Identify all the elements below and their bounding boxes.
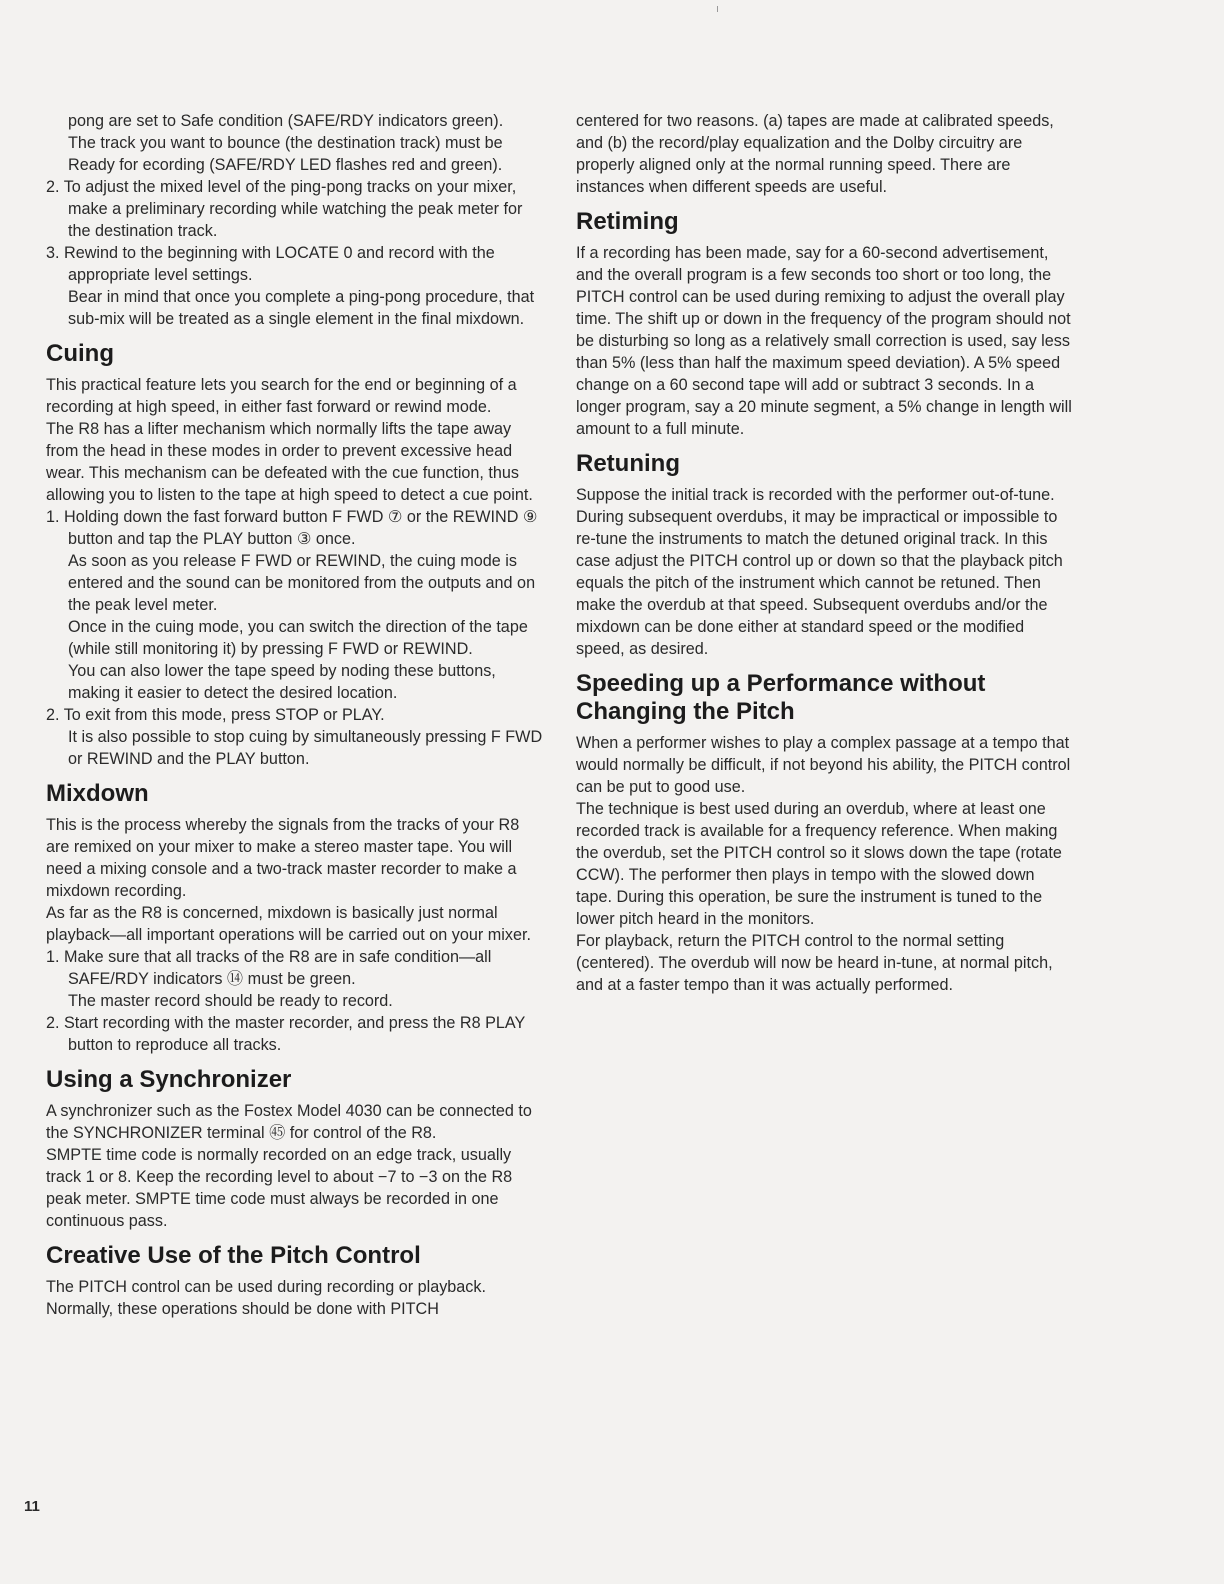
section-heading-retiming: Retiming	[576, 208, 679, 235]
paragraph: This practical feature lets you search for the end or beginning of a recording at high speed, in either fast forward or rewind mode.	[46, 376, 517, 416]
scan-mark	[717, 6, 718, 12]
paragraph: As soon as you release F FWD or REWIND, the cuing mode is entered and the sound can be monitored from the outputs and on the peak level meter.	[68, 552, 536, 614]
paragraph: If a recording has been made, say for a 60-second advertisement, and the overall program is a few seconds too short or too long, the PITCH control can be used during remixing to adjust the overall play time. The shift up or down in the frequency of the program should not be disturbing so long as a relatively small correction is used, say less than 5% (less than half the maximum speed deviation). A 5% speed change on a 60 second tape will add or subtract 3 seconds. In a longer program, say a 20 minute segment, a 5% change in length will amount to a full minute.	[576, 244, 1072, 438]
paragraph: The track you want to bounce (the destination track) must be Ready for ecording (SAFE/RDY LED flashes red and green).	[68, 134, 503, 174]
paragraph: Once in the cuing mode, you can switch the direction of the tape (while still monitoring it) by pressing F FWD or REWIND.	[68, 618, 528, 658]
paragraph: The PITCH control can be used during recording or playback. Normally, these operations should be done with PITCH	[46, 1278, 486, 1318]
paragraph: When a performer wishes to play a complex passage at a tempo that would normally be difficult, if not beyond his ability, the PITCH control can be put to good use.	[576, 734, 1071, 796]
paragraph: You can also lower the tape speed by noding these buttons, making it easier to detect the desired location.	[68, 662, 496, 702]
paragraph: SMPTE time code is normally recorded on an edge track, usually track 1 or 8. Keep the recording level to about −7 to −3 on the R8 peak meter. SMPTE time code must always be recorded in one continuous pass.	[46, 1146, 513, 1230]
paragraph: For playback, return the PITCH control to the normal setting (centered). The overdub will now be heard in-tune, at normal pitch, and at a faster tempo than it was actually performed.	[576, 932, 1053, 994]
paragraph: The technique is best used during an overdub, where at least one recorded track is available for a frequency reference. When making the overdub, set the PITCH control so it slows down the tape (rotate CCW). The performer then plays in tempo with the slowed down tape. During this operation, be sure the instrument is tuned to the lower pitch heard in the monitors.	[576, 800, 1062, 928]
paragraph: A synchronizer such as the Fostex Model 4030 can be connected to the SYNCHRONIZER terminal ㊺ for control of the R8.	[46, 1102, 532, 1142]
left-column	[46, 110, 544, 1320]
section-heading-cuing: Cuing	[46, 340, 114, 367]
paragraph: pong are set to Safe condition (SAFE/RDY indicators green).	[68, 112, 504, 130]
step: 2. To exit from this mode, press STOP or PLAY.	[46, 706, 385, 724]
section-heading-synchronizer: Using a Synchronizer	[46, 1066, 292, 1093]
section-heading-retuning: Retuning	[576, 450, 680, 477]
step: 2. To adjust the mixed level of the ping-pong tracks on your mixer, make a preliminary recording while watching the peak meter for the destination track.	[46, 178, 523, 240]
section-heading-speeding: Speeding up a Performance without Changing the Pitch	[576, 670, 986, 725]
step: 1. Make sure that all tracks of the R8 are in safe condition—all SAFE/RDY indicators ⑭ must be green.	[46, 948, 492, 988]
paragraph: This is the process whereby the signals from the tracks of your R8 are remixed on your mixer to make a stereo master tape. You will need a mixing console and a two-track master recorder to make a mixdown recording.	[46, 816, 520, 900]
paragraph: The master record should be ready to record.	[68, 992, 393, 1010]
page-number: 11	[24, 1498, 40, 1515]
paragraph: The R8 has a lifter mechanism which normally lifts the tape away from the head in these modes in order to prevent excessive head wear. This mechanism can be defeated with the cue function, thus allowing you to listen to the tape at high speed to detect a cue point.	[46, 420, 533, 504]
paragraph: It is also possible to stop cuing by simultaneously pressing F FWD or REWIND and the PLAY button.	[68, 728, 543, 768]
right-column	[576, 110, 1074, 996]
section-heading-mixdown: Mixdown	[46, 780, 149, 807]
step: 1. Holding down the fast forward button F FWD ⑦ or the REWIND ⑨ button and tap the PLAY button ③ once.	[46, 508, 538, 548]
paragraph: As far as the R8 is concerned, mixdown is basically just normal playback—all important operations will be carried out on your mixer.	[46, 904, 531, 944]
step: 3. Rewind to the beginning with LOCATE 0 and record with the appropriate level settings.	[46, 244, 495, 284]
section-heading-pitch-control: Creative Use of the Pitch Control	[46, 1242, 421, 1269]
step: 2. Start recording with the master recorder, and press the R8 PLAY button to reproduce all tracks.	[46, 1014, 525, 1054]
paragraph: Bear in mind that once you complete a ping-pong procedure, that sub-mix will be treated as a single element in the final mixdown.	[68, 288, 535, 328]
paragraph: centered for two reasons. (a) tapes are made at calibrated speeds, and (b) the record/play equalization and the Dolby circuitry are properly aligned only at the normal running speed. There are instances when different speeds are useful.	[576, 112, 1054, 196]
paragraph: Suppose the initial track is recorded with the performer out-of-tune. During subsequent overdubs, it may be impractical or impossible to re-tune the instruments to match the detuned original track. In this case adjust the PITCH control up or down so that the playback pitch equals the pitch of the instrument which cannot be retuned. Then make the overdub at that speed. Subsequent overdubs and/or the mixdown can be done either at standard speed or the modified speed, as desired.	[576, 486, 1063, 658]
